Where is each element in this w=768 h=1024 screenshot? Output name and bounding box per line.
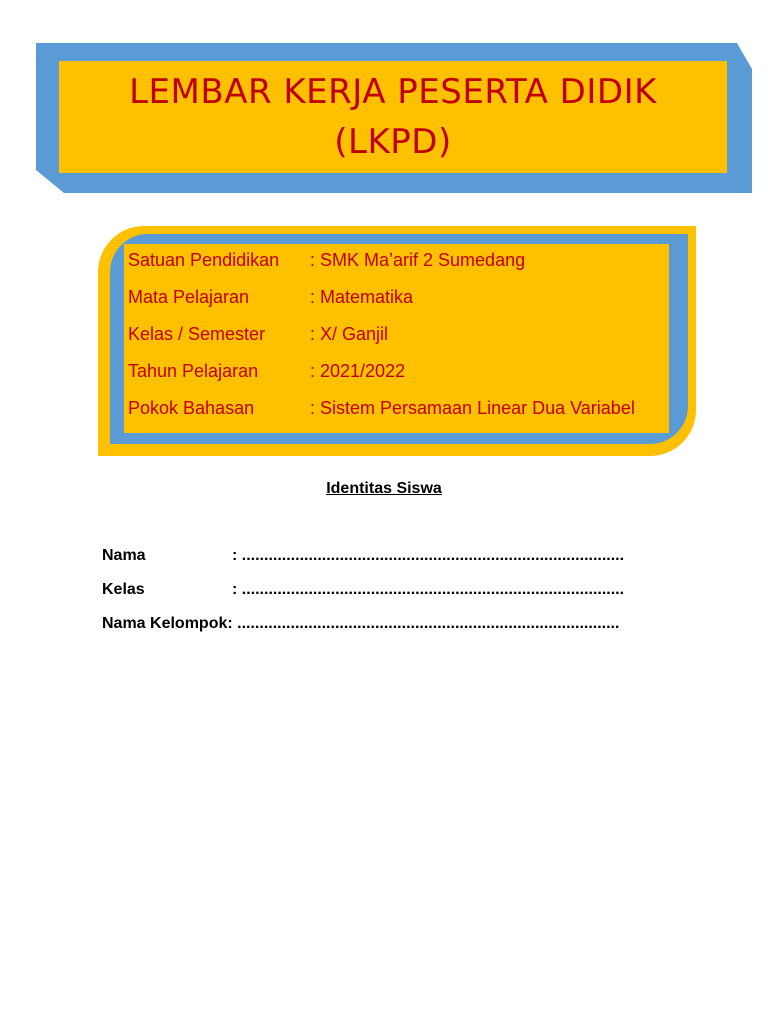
field-label: Nama — [102, 547, 146, 564]
info-label: Pokok Bahasan — [128, 398, 255, 418]
info-value: : SMK Ma’arif 2 Sumedang — [310, 250, 526, 270]
info-label: Tahun Pelajaran — [128, 361, 259, 381]
info-value: : Sistem Persamaan Linear Dua Variabel — [310, 398, 635, 418]
info-row-kelas-semester — [128, 321, 388, 347]
info-value: : X/ Ganjil — [310, 324, 389, 344]
info-value: : 2021/2022 — [310, 361, 406, 381]
title-panel — [59, 61, 727, 173]
page-title: LEMBAR KERJA PESERTA DIDIK — [129, 72, 657, 112]
field-blank: : ...................................................................................... — [227, 615, 620, 632]
field-kelas — [102, 579, 624, 601]
info-label: Kelas / Semester — [128, 324, 266, 344]
info-row-satuan-pendidikan — [128, 247, 525, 273]
info-row-tahun-pelajaran — [128, 358, 405, 384]
field-blank: : ...................................................................................... — [232, 547, 625, 564]
info-row-mata-pelajaran — [128, 284, 413, 310]
field-label: Nama Kelompok — [102, 615, 228, 632]
info-label: Satuan Pendidikan — [128, 250, 280, 270]
info-row-pokok-bahasan — [128, 395, 635, 421]
identity-heading: Identitas Siswa — [326, 480, 442, 497]
field-blank: : ...................................................................................... — [232, 581, 625, 598]
field-nama — [102, 545, 624, 567]
page-subtitle: (LKPD) — [334, 122, 452, 162]
field-nama-kelompok — [102, 613, 619, 635]
field-label: Kelas — [102, 581, 145, 598]
info-value: : Matematika — [310, 287, 414, 307]
info-label: Mata Pelajaran — [128, 287, 250, 307]
